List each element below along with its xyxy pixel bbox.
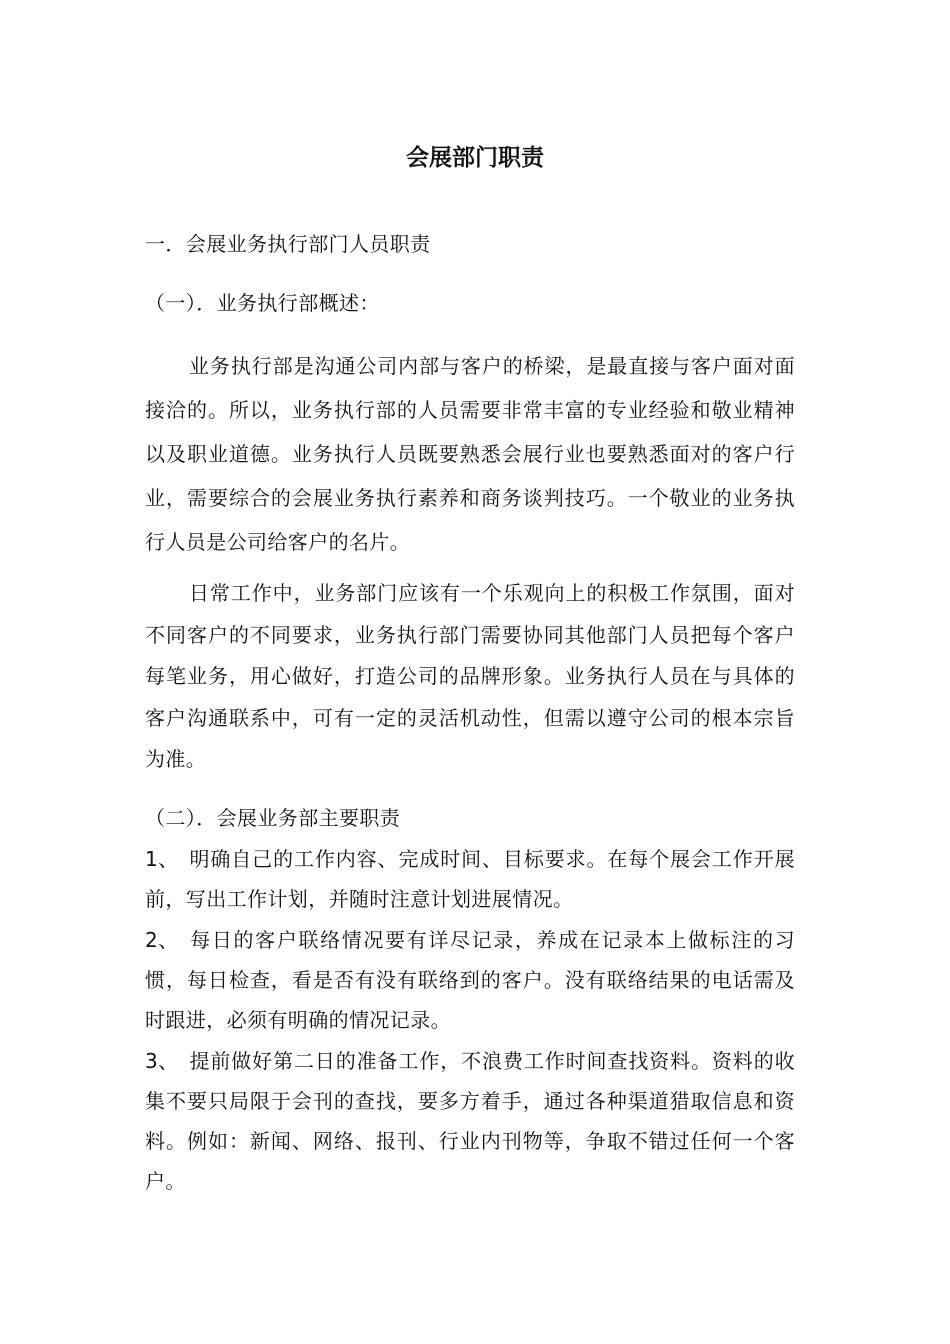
duty-item-number: 2、 (145, 928, 179, 952)
duty-item-1 (145, 839, 795, 919)
duty-item-number: 1、 (145, 847, 179, 871)
duty-item-text: 提前做好第二日的准备工作，不浪费工作时间查找资料。资料的收集不要只局限于会刊的查找，要多方着手，通过各种渠道猎取信息和资料。例如：新闻、网络、报刊、行业内刊物等，争取不错过任何一个客户。 (145, 1049, 795, 1193)
duty-item-text: 每日的客户联络情况要有详尽记录，养成在记录本上做标注的习惯，每日检查，看是否有没有联络到的客户。没有联络结果的电话需及时跟进，必须有明确的情况记录。 (145, 928, 795, 1032)
subsection-heading-2: （二）．会展业务部主要职责 (145, 806, 401, 830)
duty-item-3 (145, 1041, 795, 1201)
duty-item-2 (145, 920, 795, 1040)
section-heading-1: 一．会展业务执行部门人员职责 (145, 232, 431, 256)
overview-paragraph-2: 日常工作中，业务部门应该有一个乐观向上的积极工作氛围，面对不同客户的不同要求，业务执行部门需要协同其他部门人员把每个客户每笔业务，用心做好，打造公司的品牌形象。业务执行人员在与具体的客户沟通联系中，可有一定的灵活机动性，但需以遵守公司的根本宗旨为准。 (145, 581, 795, 771)
overview-paragraph-1: 业务执行部是沟通公司内部与客户的桥梁，是最直接与客户面对面接洽的。所以，业务执行部的人员需要非常丰富的专业经验和敬业精神以及职业道德。业务执行人员既要熟悉会展行业也要熟悉面对的客户行业，需要综合的会展业务执行素养和商务谈判技巧。一个敬业的业务执行人员是公司给客户的名片。 (145, 354, 795, 554)
duty-item-text: 明确自己的工作内容、完成时间、目标要求。在每个展会工作开展前，写出工作计划，并随时注意计划进展情况。 (145, 847, 795, 911)
document-title: 会展部门职责 (406, 144, 544, 171)
subsection-heading-1: （一）．业务执行部概述： (145, 291, 380, 315)
duty-item-number: 3、 (145, 1049, 179, 1073)
